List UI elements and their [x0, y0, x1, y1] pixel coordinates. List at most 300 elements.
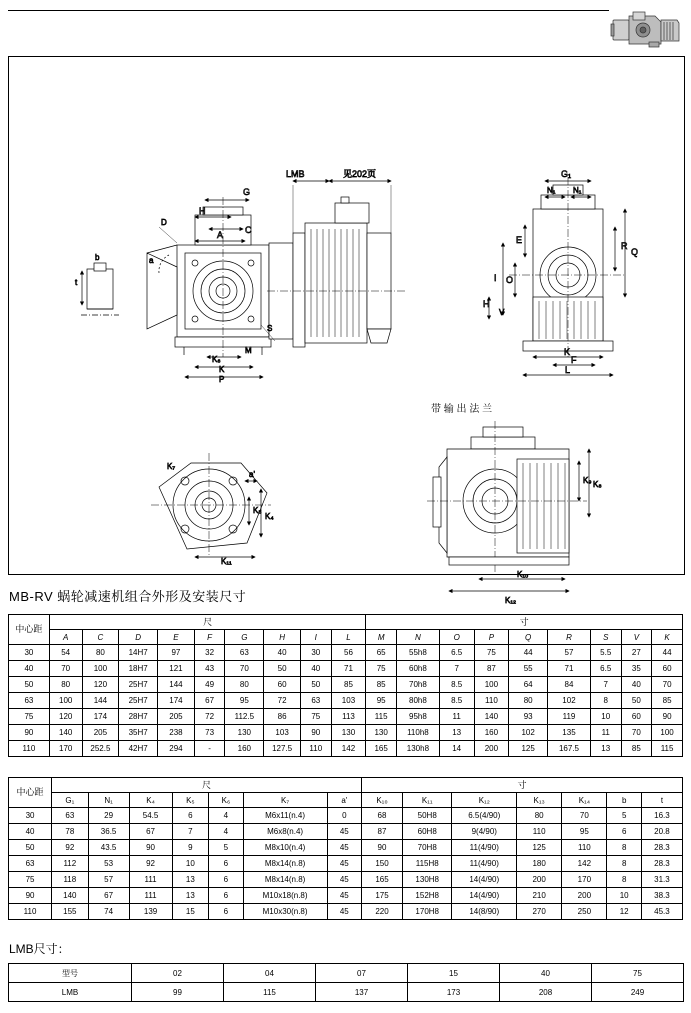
svg-text:K₆: K₆ — [212, 355, 221, 364]
table-cell: 75 — [300, 709, 331, 725]
table-cell: 14(4/90) — [452, 872, 517, 888]
svg-text:G₁: G₁ — [561, 169, 572, 179]
t1-col-Q: Q — [509, 630, 548, 645]
table-cell: - — [194, 741, 225, 757]
table-cell: 174 — [158, 693, 195, 709]
table-cell: 205 — [158, 709, 195, 725]
t1-col-L: L — [331, 630, 366, 645]
table-cell: 115 — [366, 709, 397, 725]
table-cell: 97 — [158, 645, 195, 661]
svg-text:K: K — [564, 347, 571, 357]
svg-text:H: H — [199, 206, 206, 216]
table-cell: 142 — [562, 856, 607, 872]
table-cell: 35H7 — [119, 725, 158, 741]
table-cell: 15 — [172, 904, 209, 920]
table-cell: 28.3 — [641, 856, 682, 872]
t1-col-V: V — [621, 630, 652, 645]
dimensions-table-2 — [8, 777, 683, 920]
table-cell: 53 — [88, 856, 129, 872]
row-center-distance: 90 — [9, 888, 52, 904]
table-cell: 165 — [362, 872, 403, 888]
svg-text:LMB: LMB — [286, 169, 305, 179]
table-cell: 9(4/90) — [452, 824, 517, 840]
row-center-distance: 40 — [9, 824, 52, 840]
table-cell: M6x8(n.4) — [243, 824, 327, 840]
header-divider — [8, 10, 683, 11]
table-cell: 115H8 — [402, 856, 452, 872]
t1-col-F: F — [194, 630, 225, 645]
table-cell: 250 — [562, 904, 607, 920]
table-cell: 71 — [331, 661, 366, 677]
table-cell: 20.8 — [641, 824, 682, 840]
table-cell: 44 — [509, 645, 548, 661]
table-cell: 75 — [474, 645, 509, 661]
t1-header-center-distance: 中心距 — [9, 615, 50, 645]
t1-col-C: C — [82, 630, 119, 645]
t1-col-R: R — [548, 630, 591, 645]
row-center-distance: 75 — [9, 872, 52, 888]
table-cell: 90 — [129, 840, 172, 856]
table-cell: 200 — [474, 741, 509, 757]
key-section-detail — [75, 253, 119, 315]
table-cell: 130H8 — [402, 872, 452, 888]
table-cell: 8 — [590, 693, 621, 709]
svg-text:C: C — [245, 225, 252, 235]
table-cell: 43 — [194, 661, 225, 677]
table-cell: 11(4/90) — [452, 856, 517, 872]
table-cell: 63 — [225, 645, 264, 661]
table-cell: 60h8 — [396, 661, 439, 677]
table-cell: 57 — [88, 872, 129, 888]
table-cell: 50 — [300, 677, 331, 693]
table-cell: 29 — [88, 808, 129, 824]
table-cell: 80 — [517, 808, 562, 824]
table-cell: 13 — [172, 872, 209, 888]
table-cell: 6 — [209, 872, 243, 888]
table-cell: 7 — [439, 661, 474, 677]
t1-col-D: D — [119, 630, 158, 645]
table-cell: 11 — [439, 709, 474, 725]
t2-col-b: b — [607, 793, 641, 808]
table-cell: 67 — [129, 824, 172, 840]
table-cell: 125 — [509, 741, 548, 757]
table-cell: 54.5 — [129, 808, 172, 824]
table-cell: 44 — [652, 645, 683, 661]
table-cell: M8x14(n.8) — [243, 856, 327, 872]
svg-text:K₉: K₉ — [583, 476, 592, 485]
t3-col-15: 15 — [408, 964, 500, 983]
row-center-distance: 75 — [9, 709, 50, 725]
right-top-view — [483, 169, 638, 375]
t2-col-K12: K₁₂ — [452, 793, 517, 808]
svg-text:a': a' — [249, 470, 255, 479]
table-cell: 40 — [300, 661, 331, 677]
svg-text:b: b — [95, 253, 100, 262]
table-cell: 6 — [607, 824, 641, 840]
table-cell: 120 — [49, 709, 82, 725]
table-cell: 45 — [327, 856, 362, 872]
table-cell: 95h8 — [396, 709, 439, 725]
row-center-distance: 30 — [9, 808, 52, 824]
table-cell: 40 — [264, 645, 301, 661]
table-cell: 170H8 — [402, 904, 452, 920]
table-cell: 35 — [621, 661, 652, 677]
table-cell: M6x11(n.4) — [243, 808, 327, 824]
table-cell: 54 — [49, 645, 82, 661]
svg-text:H: H — [483, 299, 490, 309]
table-cell: 6 — [209, 856, 243, 872]
t3-col-model: 型号 — [9, 964, 132, 983]
svg-text:D: D — [161, 218, 167, 227]
table-cell: 45 — [327, 840, 362, 856]
table-cell: 84 — [548, 677, 591, 693]
table-cell: 70 — [621, 725, 652, 741]
t3-col-07: 07 — [316, 964, 408, 983]
table-cell: 120 — [82, 677, 119, 693]
table-cell: 6 — [172, 808, 209, 824]
table-cell: 75 — [366, 661, 397, 677]
table-cell: 45.3 — [641, 904, 682, 920]
table-cell: 50 — [621, 693, 652, 709]
row-center-distance: 50 — [9, 840, 52, 856]
table-cell: 63 — [52, 808, 89, 824]
table-cell: 112.5 — [225, 709, 264, 725]
table-cell: 150 — [362, 856, 403, 872]
t1-header-group-chi: 尺 — [49, 615, 366, 630]
svg-text:V: V — [499, 308, 505, 317]
table-cell: 270 — [517, 904, 562, 920]
t2-body — [9, 808, 683, 920]
lmb-table — [8, 963, 684, 1002]
table-cell: 25H7 — [119, 693, 158, 709]
table-cell: 9 — [172, 840, 209, 856]
table-cell: 55 — [509, 661, 548, 677]
table-cell: 87 — [362, 824, 403, 840]
table-cell: 72 — [194, 709, 225, 725]
table-cell: 155 — [52, 904, 89, 920]
table-cell: 135 — [548, 725, 591, 741]
table-cell: 50H8 — [402, 808, 452, 824]
table-cell: 10 — [590, 709, 621, 725]
table-cell: 70 — [652, 677, 683, 693]
table-cell: 80 — [225, 677, 264, 693]
table-cell: 160 — [225, 741, 264, 757]
t2-header-center-distance: 中心距 — [9, 778, 52, 808]
table-cell: 50 — [264, 661, 301, 677]
table-row — [9, 840, 683, 856]
table-cell: 111 — [129, 872, 172, 888]
table-cell: 5 — [607, 808, 641, 824]
table-cell: 139 — [129, 904, 172, 920]
table-cell: 7 — [172, 824, 209, 840]
row-center-distance: 30 — [9, 645, 50, 661]
table-row — [9, 645, 683, 661]
svg-text:E: E — [516, 235, 523, 245]
table-cell: 56 — [331, 645, 366, 661]
table-cell: 14(4/90) — [452, 888, 517, 904]
t1-col-I: I — [300, 630, 331, 645]
table-row — [9, 808, 683, 824]
table-cell: 72 — [264, 693, 301, 709]
table-cell: 294 — [158, 741, 195, 757]
table-cell: 42H7 — [119, 741, 158, 757]
svg-text:K₁₀: K₁₀ — [517, 570, 529, 579]
table-cell: 119 — [548, 709, 591, 725]
svg-text:N₁: N₁ — [573, 186, 582, 195]
table-row — [9, 824, 683, 840]
table-row — [9, 661, 683, 677]
table-cell: 13 — [439, 725, 474, 741]
table-cell: 100 — [49, 693, 82, 709]
table-cell: 8 — [607, 856, 641, 872]
t2-header-group-chi: 尺 — [52, 778, 362, 793]
svg-text:G: G — [243, 187, 251, 197]
table-cell: 71 — [548, 661, 591, 677]
table-cell: 11(4/90) — [452, 840, 517, 856]
table-cell: 67 — [194, 693, 225, 709]
table-cell: 110h8 — [396, 725, 439, 741]
table-row — [9, 856, 683, 872]
svg-text:见202页: 见202页 — [343, 169, 377, 179]
table-row — [9, 741, 683, 757]
table-row — [9, 872, 683, 888]
table-cell: 60H8 — [402, 824, 452, 840]
table-cell: 110 — [474, 693, 509, 709]
table-cell: 110 — [300, 741, 331, 757]
table-cell: 80h8 — [396, 693, 439, 709]
table-cell: 5 — [209, 840, 243, 856]
table-cell: 8.5 — [439, 677, 474, 693]
svg-text:t: t — [75, 278, 78, 287]
table-cell: 28H7 — [119, 709, 158, 725]
table-cell: 102 — [509, 725, 548, 741]
table-cell: 14 — [439, 741, 474, 757]
table-cell: 6.5 — [590, 661, 621, 677]
t2-col-N1: N₁ — [88, 793, 129, 808]
table-cell: 112 — [52, 856, 89, 872]
table-cell: 86 — [264, 709, 301, 725]
table-cell: 0 — [327, 808, 362, 824]
table-row — [9, 693, 683, 709]
table-cell: 80 — [509, 693, 548, 709]
table-cell: 8.5 — [439, 693, 474, 709]
table-cell: 118 — [52, 872, 89, 888]
main-assembly-view — [147, 169, 405, 384]
table-cell: 144 — [82, 693, 119, 709]
table-cell: 180 — [517, 856, 562, 872]
table-cell: 167.5 — [548, 741, 591, 757]
table-cell: 130h8 — [396, 741, 439, 757]
t1-column-header-row — [9, 630, 683, 645]
table-cell: 140 — [474, 709, 509, 725]
svg-text:带 输 出 法 兰: 带 输 出 法 兰 — [431, 404, 493, 415]
table-cell: 60 — [652, 661, 683, 677]
table-cell: 80 — [82, 645, 119, 661]
row-center-distance: 63 — [9, 856, 52, 872]
row-center-distance: 63 — [9, 693, 50, 709]
table-cell: 115 — [652, 741, 683, 757]
table-cell: 30 — [300, 645, 331, 661]
table-cell: 152H8 — [402, 888, 452, 904]
table-row — [9, 983, 684, 1002]
table-cell: 13 — [590, 741, 621, 757]
t1-col-G: G — [225, 630, 264, 645]
t3-col-02: 02 — [132, 964, 224, 983]
table-cell: 100 — [474, 677, 509, 693]
table-cell: 220 — [362, 904, 403, 920]
table-cell: 14(8/90) — [452, 904, 517, 920]
table-cell: 90 — [362, 840, 403, 856]
table-cell: 57 — [548, 645, 591, 661]
table-cell: 38.3 — [641, 888, 682, 904]
svg-text:N₁: N₁ — [547, 186, 556, 195]
svg-text:K₅: K₅ — [253, 506, 262, 515]
t1-col-O: O — [439, 630, 474, 645]
table-cell: 174 — [82, 709, 119, 725]
table-cell: 45 — [327, 904, 362, 920]
table-cell: 78 — [52, 824, 89, 840]
table-cell: 200 — [562, 888, 607, 904]
t2-col-t: t — [641, 793, 682, 808]
table-cell: 127.5 — [264, 741, 301, 757]
table-cell: 4 — [209, 808, 243, 824]
table-cell: 87 — [474, 661, 509, 677]
table-cell: 68 — [362, 808, 403, 824]
t3-col-75: 75 — [592, 964, 684, 983]
t2-col-K11: K₁₁ — [402, 793, 452, 808]
row-center-distance: 110 — [9, 904, 52, 920]
row-center-distance: LMB — [9, 983, 132, 1002]
table-cell: M8x14(n.8) — [243, 872, 327, 888]
row-center-distance: 110 — [9, 741, 50, 757]
svg-text:Q: Q — [631, 247, 639, 257]
table-cell: 137 — [316, 983, 408, 1002]
table-cell: 95 — [225, 693, 264, 709]
table-cell: 11 — [590, 725, 621, 741]
section-title: MB-RV 蜗轮减速机组合外形及安装尺寸 — [9, 589, 247, 604]
table-cell: 60 — [621, 709, 652, 725]
svg-text:K₁₁: K₁₁ — [221, 557, 232, 566]
svg-text:P: P — [219, 375, 225, 384]
table-cell: 6.5(4/90) — [452, 808, 517, 824]
table-cell: 70 — [225, 661, 264, 677]
table-cell: 142 — [331, 741, 366, 757]
table-cell: 70 — [49, 661, 82, 677]
table-cell: 6 — [209, 904, 243, 920]
table-cell: 85 — [366, 677, 397, 693]
svg-text:I: I — [494, 273, 497, 283]
table-cell: 92 — [52, 840, 89, 856]
table-cell: 170 — [49, 741, 82, 757]
t2-col-K6: K₆ — [209, 793, 243, 808]
table-cell: 121 — [158, 661, 195, 677]
svg-text:F: F — [571, 355, 577, 365]
table-cell: 16.3 — [641, 808, 682, 824]
table-cell: 210 — [517, 888, 562, 904]
table-cell: 208 — [500, 983, 592, 1002]
table-cell: 18H7 — [119, 661, 158, 677]
t2-col-K14: K₁₄ — [562, 793, 607, 808]
table-cell: 60 — [264, 677, 301, 693]
row-center-distance: 40 — [9, 661, 50, 677]
table-cell: 49 — [194, 677, 225, 693]
table-cell: 95 — [366, 693, 397, 709]
t2-header-group-cun: 寸 — [362, 778, 683, 793]
t2-col-K10: K₁₀ — [362, 793, 403, 808]
t3-column-header-row — [9, 964, 684, 983]
table-cell: 27 — [621, 645, 652, 661]
svg-text:A: A — [217, 230, 224, 240]
t3-col-40: 40 — [500, 964, 592, 983]
table-cell: 43.5 — [88, 840, 129, 856]
svg-text:K: K — [219, 365, 225, 374]
table-cell: 8 — [607, 872, 641, 888]
table-cell: 70 — [562, 808, 607, 824]
table-cell: M10x30(n.8) — [243, 904, 327, 920]
table-cell: 130 — [366, 725, 397, 741]
table-cell: 32 — [194, 645, 225, 661]
table-cell: 90 — [652, 709, 683, 725]
t2-col-K13: K₁₃ — [517, 793, 562, 808]
table-cell: 12 — [607, 904, 641, 920]
t2-col-K5: K₅ — [172, 793, 209, 808]
t1-col-P: P — [474, 630, 509, 645]
flange-face-view — [151, 453, 274, 566]
t3-col-04: 04 — [224, 964, 316, 983]
table-cell: 238 — [158, 725, 195, 741]
table-cell: 85 — [652, 693, 683, 709]
table-row — [9, 904, 683, 920]
table-cell: 110 — [562, 840, 607, 856]
t1-body — [9, 645, 683, 757]
table-cell: 10 — [607, 888, 641, 904]
table-cell: 65 — [366, 645, 397, 661]
table-cell: 205 — [82, 725, 119, 741]
svg-text:M: M — [245, 346, 252, 355]
table-cell: 140 — [49, 725, 82, 741]
table-cell: 8 — [607, 840, 641, 856]
table-cell: 90 — [300, 725, 331, 741]
table-cell: 165 — [366, 741, 397, 757]
t2-col-a: a' — [327, 793, 362, 808]
table-cell: 7 — [590, 677, 621, 693]
t1-col-M: M — [366, 630, 397, 645]
table-cell: 100 — [82, 661, 119, 677]
svg-text:O: O — [506, 275, 514, 285]
table-cell: 130 — [225, 725, 264, 741]
table-cell: 100 — [652, 725, 683, 741]
table-cell: 10 — [172, 856, 209, 872]
table-row — [9, 888, 683, 904]
table-cell: 55h8 — [396, 645, 439, 661]
table-cell: 80 — [49, 677, 82, 693]
table-cell: 252.5 — [82, 741, 119, 757]
svg-text:K₇: K₇ — [167, 462, 176, 471]
table-cell: 45 — [327, 824, 362, 840]
table-row — [9, 677, 683, 693]
svg-text:R: R — [621, 241, 628, 251]
table-cell: 173 — [408, 983, 500, 1002]
table-cell: 36.5 — [88, 824, 129, 840]
table-cell: 31.3 — [641, 872, 682, 888]
lmb-section-title: LMB尺寸： — [9, 942, 70, 956]
table-cell: 63 — [300, 693, 331, 709]
table-cell: 160 — [474, 725, 509, 741]
table-cell: 111 — [129, 888, 172, 904]
table-cell: 6 — [209, 888, 243, 904]
table-cell: M8x10(n.4) — [243, 840, 327, 856]
svg-text:L: L — [565, 365, 571, 375]
